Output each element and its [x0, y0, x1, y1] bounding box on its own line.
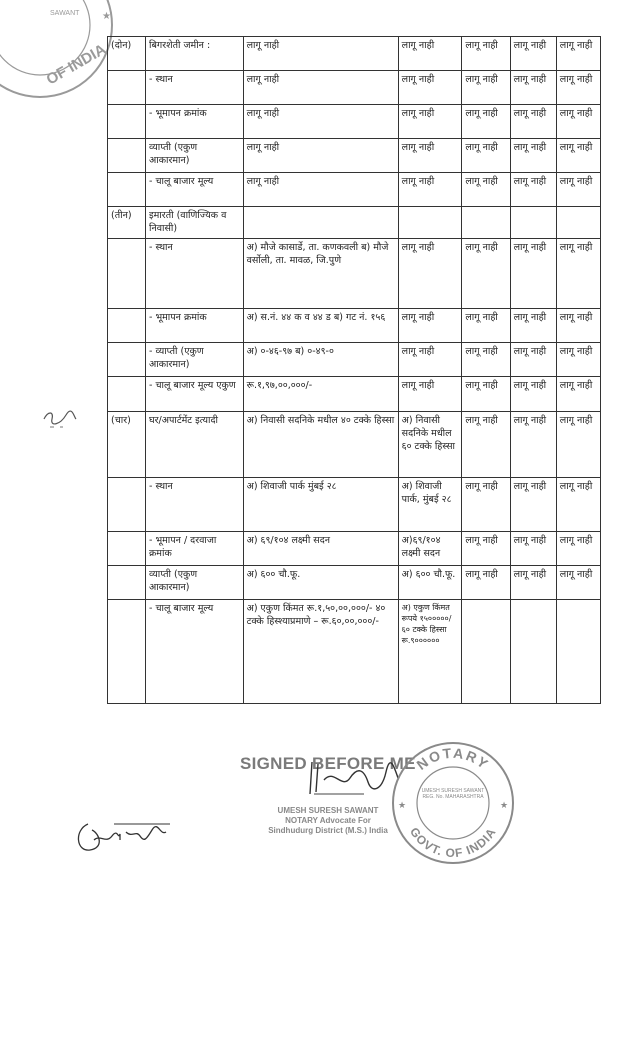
corner-notary-seal [0, 0, 120, 105]
table-cell: - भूमापन / दरवाजा क्रमांक [146, 532, 244, 566]
table-cell: लागू नाही [462, 37, 510, 71]
notary-name: UMESH SURESH SAWANT [277, 806, 379, 815]
table-cell: - भूमापन क्रमांक [146, 105, 244, 139]
table-cell: अ) ०-४६-९७ ब) ०-४९-० [243, 343, 398, 377]
table-row [108, 207, 601, 239]
table-cell: लागू नाही [556, 343, 600, 377]
table-cell: व्याप्ती (एकुण आकारमान) [146, 566, 244, 600]
table-cell: अ) निवासी सदनिके मधील ४० टक्के हिस्सा [243, 412, 398, 478]
table-cell: लागू नाही [398, 173, 462, 207]
table-cell: लागू नाही [556, 532, 600, 566]
notary-round-seal [388, 738, 518, 868]
table-cell: अ)६९/१०४ लक्ष्मी सदन [398, 532, 462, 566]
table-cell: लागू नाही [462, 412, 510, 478]
table-cell: लागू नाही [398, 377, 462, 412]
signed-before-me-stamp: SIGNED BEFORE ME [240, 754, 416, 773]
table-cell: - चालू बाजार मूल्य [146, 173, 244, 207]
asset-declaration-table [107, 36, 601, 704]
notary-district: Sindhudurg District (M.S.) India [268, 826, 388, 835]
star-icon: ★ [102, 11, 111, 22]
table-cell: इमारती (वाणिज्यिक व निवासी) [146, 207, 244, 239]
table-cell: लागू नाही [510, 343, 556, 377]
table-cell [108, 377, 146, 412]
seal-center-text: UMESH SURESH SAWANT REG. No. MAHARASHTRA [421, 788, 485, 800]
table-cell: लागू नाही [510, 71, 556, 105]
table-cell: - भूमापन क्रमांक [146, 309, 244, 343]
table-cell: लागू नाही [462, 173, 510, 207]
table-cell: लागू नाही [462, 377, 510, 412]
table-cell: लागू नाही [510, 37, 556, 71]
table-cell: लागू नाही [510, 566, 556, 600]
notary-title: NOTARY Advocate For [285, 816, 371, 825]
table-row [108, 532, 601, 566]
table-cell: लागू नाही [556, 309, 600, 343]
table-row [108, 37, 601, 71]
table-cell [108, 105, 146, 139]
seal-top-text: NOTARY [413, 744, 493, 773]
table-cell: लागू नाही [462, 566, 510, 600]
table-row [108, 239, 601, 309]
table-cell: लागू नाही [398, 139, 462, 173]
table-cell [243, 207, 398, 239]
table-cell: लागू नाही [510, 532, 556, 566]
table-cell: लागू नाही [462, 105, 510, 139]
table-cell: अ) मौजे कासार्डे, ता. कणकवली ब) मौजे वर्सोली, ता. मावळ, जि.पुणे [243, 239, 398, 309]
seal-bottom-text: GOVT. OF INDIA [406, 824, 500, 861]
table-cell: लागू नाही [510, 105, 556, 139]
table-cell: लागू नाही [462, 139, 510, 173]
table-cell: अ) ६९/१०४ लक्ष्मी सदन [243, 532, 398, 566]
table-row [108, 173, 601, 207]
table-cell [556, 207, 600, 239]
star-icon: ★ [500, 801, 509, 811]
table-cell: लागू नाही [556, 37, 600, 71]
table-row [108, 412, 601, 478]
table-cell: लागू नाही [510, 139, 556, 173]
table-cell [108, 139, 146, 173]
table-cell: अ) शिवाजी पार्क मुंबई २८ [243, 478, 398, 532]
table-cell: लागू नाही [510, 412, 556, 478]
table-cell: लागू नाही [243, 37, 398, 71]
table-cell [108, 478, 146, 532]
table-cell: लागू नाही [398, 71, 462, 105]
table-cell [108, 532, 146, 566]
table-cell [108, 343, 146, 377]
table-cell: लागू नाही [556, 377, 600, 412]
table-cell: लागू नाही [510, 173, 556, 207]
table-cell: लागू नाही [510, 478, 556, 532]
table-cell: लागू नाही [243, 173, 398, 207]
table-cell: लागू नाही [398, 239, 462, 309]
table-row [108, 343, 601, 377]
table-cell: अ) एकुण किंमत रू.१,५०,००,०००/- ४० टक्के हिस्श्याप्रमाणे – रू.६०,००,०००/- [243, 600, 398, 704]
table-cell: लागू नाही [510, 309, 556, 343]
table-cell [510, 600, 556, 704]
table-cell: लागू नाही [510, 377, 556, 412]
table-row [108, 309, 601, 343]
table-cell: लागू नाही [462, 71, 510, 105]
table-cell: लागू नाही [398, 105, 462, 139]
table-cell: लागू नाही [462, 343, 510, 377]
table-cell: लागू नाही [556, 71, 600, 105]
table-cell: लागू नाही [243, 139, 398, 173]
table-cell: लागू नाही [398, 343, 462, 377]
table-row [108, 600, 601, 704]
star-icon: ★ [398, 801, 407, 811]
table-cell: लागू नाही [556, 239, 600, 309]
table-cell: (चार) [108, 412, 146, 478]
table-cell: - चालू बाजार मूल्य [146, 600, 244, 704]
table-cell: लागू नाही [243, 105, 398, 139]
corner-seal-text: OF INDIA [43, 40, 110, 89]
table-cell: अ) निवासी सदनिके मधील ६० टक्के हिस्सा [398, 412, 462, 478]
table-cell: लागू नाही [243, 71, 398, 105]
table-cell: लागू नाही [556, 105, 600, 139]
table-cell: लागू नाही [510, 239, 556, 309]
table-cell: बिगरशेती जमीन : [146, 37, 244, 71]
table-row [108, 105, 601, 139]
table-cell [510, 207, 556, 239]
table-row [108, 566, 601, 600]
table-cell: - स्थान [146, 239, 244, 309]
table-cell: अ) एकुण किंमत रूपये १५०००००/ ६० टक्के हिस्सा रू.९०००००० [398, 600, 462, 704]
table-cell [398, 207, 462, 239]
table-cell: लागू नाही [556, 412, 600, 478]
table-cell [108, 600, 146, 704]
table-cell: लागू नाही [462, 478, 510, 532]
table-cell: लागू नाही [462, 532, 510, 566]
table-cell: अ) ६०० चौ.फू. [398, 566, 462, 600]
table-row [108, 139, 601, 173]
table-cell [462, 207, 510, 239]
table-cell [108, 309, 146, 343]
table-row [108, 377, 601, 412]
table-cell [108, 173, 146, 207]
table-cell: - स्थान [146, 478, 244, 532]
table-cell: - स्थान [146, 71, 244, 105]
table-cell [556, 600, 600, 704]
table-cell [462, 600, 510, 704]
table-cell: व्याप्ती (एकुण आकारमान) [146, 139, 244, 173]
table-cell: लागू नाही [462, 239, 510, 309]
table-cell: लागू नाही [556, 173, 600, 207]
table-cell: अ) स.नं. ४४ क व ४४ ड ब) गट नं. १५६ [243, 309, 398, 343]
table-row [108, 478, 601, 532]
table-cell: लागू नाही [556, 139, 600, 173]
table-cell: - व्याप्ती (एकुण आकारमान) [146, 343, 244, 377]
table-cell: घर/अपार्टमेंट इत्यादी [146, 412, 244, 478]
table-cell: अ) ६०० चौ.फू. [243, 566, 398, 600]
table-cell: लागू नाही [556, 478, 600, 532]
table-cell: अ) शिवाजी पार्क, मुंबई २८ [398, 478, 462, 532]
table-row [108, 71, 601, 105]
table-cell: लागू नाही [398, 309, 462, 343]
table-cell: रू.१,९७,००,०००/- [243, 377, 398, 412]
table-cell [108, 239, 146, 309]
table-cell: लागू नाही [556, 566, 600, 600]
margin-initials-signature [40, 405, 80, 435]
declarant-signature [70, 810, 180, 860]
table-cell: लागू नाही [398, 37, 462, 71]
table-cell: (तीन) [108, 207, 146, 239]
table-cell [108, 71, 146, 105]
table-cell [108, 566, 146, 600]
table-cell: (दोन) [108, 37, 146, 71]
table-cell: - चालू बाजार मूल्य एकुण [146, 377, 244, 412]
table-cell: लागू नाही [462, 309, 510, 343]
svg-text:GOVT. OF INDIA [407, 825, 499, 860]
corner-seal-name: SAWANT [50, 10, 80, 17]
notary-details [248, 806, 408, 836]
